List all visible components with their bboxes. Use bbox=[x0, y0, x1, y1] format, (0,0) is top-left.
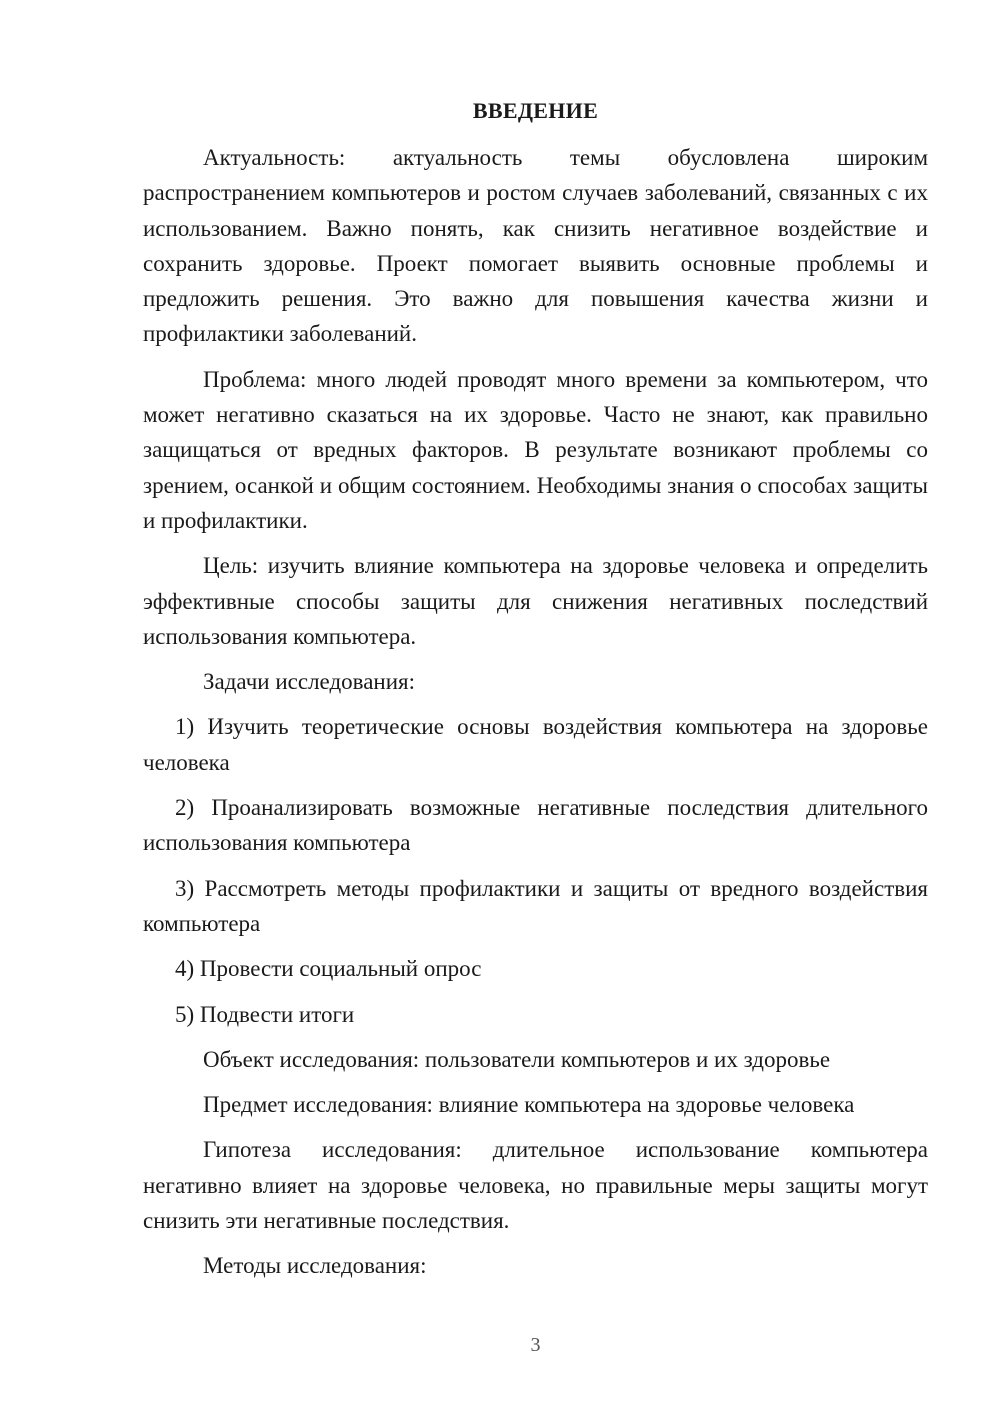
relevance-paragraph: Актуальность: актуальность темы обусловлена широким распространением компьютеров и ростом случаев заболеваний, связанных с их использованием. Важно понять, как снизить негативное воздействие и сохранить здоровье. Проект помогает выявить основные проблемы и предложить решения. Это важно для повышения качества жизни и профилактики заболеваний. bbox=[143, 145, 928, 347]
document-page bbox=[143, 0, 928, 1414]
research-subject: Предмет исследования: влияние компьютера на здоровье человека bbox=[203, 1092, 855, 1118]
page-title: ВВЕДЕНИЕ bbox=[472, 98, 599, 123]
problem-paragraph: Проблема: много людей проводят много времени за компьютером, что может негативно сказаться на их здоровье. Часто не знают, как правильно защищаться от вредных факторов. В результате возникают проблемы со зрением, осанкой и общим состоянием. Необходимы знания о способах защиты и профилактики. bbox=[143, 366, 928, 533]
page-number: 3 bbox=[530, 1334, 541, 1356]
tasks-heading: Задачи исследования: bbox=[203, 669, 416, 695]
task-item-4: 4) Провести социальный опрос bbox=[175, 956, 482, 982]
task-item-2: 2) Проанализировать возможные негативные последствия длительного использования компьютера bbox=[143, 795, 928, 856]
goal-paragraph: Цель: изучить влияние компьютера на здоровье человека и определить эффективные способы защиты для снижения негативных последствий использования компьютера. bbox=[143, 553, 928, 649]
research-object: Объект исследования: пользователи компьютеров и их здоровье bbox=[203, 1046, 831, 1072]
task-item-1: 1) Изучить теоретические основы воздействия компьютера на здоровье человека bbox=[143, 714, 928, 775]
task-item-3: 3) Рассмотреть методы профилактики и защиты от вредного воздействия компьютера bbox=[143, 875, 928, 936]
research-hypothesis: Гипотеза исследования: длительное использование компьютера негативно влияет на здоровье человека, но правильные меры защиты могут снизить эти негативные последствия. bbox=[143, 1137, 928, 1234]
task-item-5: 5) Подвести итоги bbox=[175, 1001, 355, 1027]
methods-heading: Методы исследования: bbox=[203, 1253, 427, 1279]
page-body bbox=[143, 140, 928, 1294]
